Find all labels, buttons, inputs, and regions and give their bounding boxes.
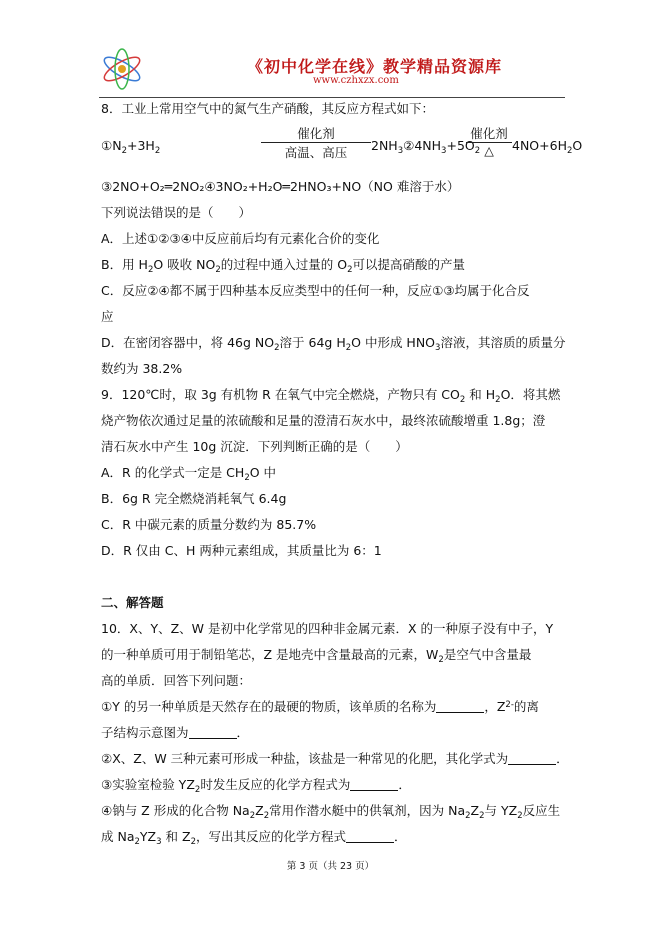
q9-option-a: A．R 的化学式一定是 $CH_2O$ 中 (101, 465, 277, 483)
q8-option-c-cont: 应 (101, 309, 114, 324)
header-divider (99, 97, 565, 98)
answer-blank[interactable] (350, 778, 398, 791)
q8-option-a: A．上述①②③④中反应前后均有元素化合价的变化 (101, 231, 380, 246)
header-url: www.czhxzx.com (313, 75, 399, 86)
q10-part-2: ②X、Z、W 三种元素可形成一种盐，该盐是一种常见的化肥，其化学式为 ． (101, 751, 569, 766)
q8-option-d-cont: 数约为 38.2% (101, 361, 183, 376)
q8-equation-2: ③2NO+O₂═2NO₂④3NO₂+H₂O═2HNO₃+NO（NO 难溶于水） (101, 179, 460, 194)
catalyst-condition-1: 催化剂 高温、高压 (261, 124, 371, 161)
answer-blank[interactable] (508, 752, 556, 765)
q10-part-1-cont: 子结构示意图为 ． (101, 725, 250, 740)
q9-option-c: C．R 中碳元素的质量分数约为 85.7% (101, 517, 317, 532)
q10-part-1: ①Y 的另一种单质是天然存在的最硬的物质，该单质的名称为 ，$Z^{2-}$的离 (101, 699, 539, 714)
q10-part-4-cont: 成 $Na_2YZ_3$ 和 $Z_2$，写出其反应的化学方程式 ． (101, 829, 407, 847)
answer-blank[interactable] (189, 726, 237, 739)
q10-part-3: ③实验室检验 $YZ_2$时发生反应的化学方程式为 ． (101, 777, 411, 795)
q9-option-b: B．6g R 完全燃烧消耗氧气 6.4g (101, 491, 287, 506)
q8-equation-1 (101, 124, 583, 168)
q9-option-d: D．R 仅由 C、H 两种元素组成，其质量比为 6：1 (101, 543, 382, 558)
q10-line-2: 的一种单质可用于制铅笔芯，Z 是地壳中含量最高的元素，$W_2$是空气中含量最 (101, 647, 532, 665)
page-header (99, 46, 565, 98)
q9-line-1: 9．120℃时，取 3g 有机物 R 在氧气中完全燃烧，产物只有 $CO_2$ 和 $H_2O$．将其燃 (101, 387, 561, 405)
page-number: 第 3 页（共 23 页） (286, 861, 375, 872)
q8-option-b: B．用 $H_2O$ 吸收 $NO_2$的过程中通入过量的 $O_2$可以提高硝酸的产量 (101, 257, 466, 275)
eq1-right: $4NO+6H_2O$ (512, 138, 583, 156)
q10-line-3: 高的单质．回答下列问题： (101, 673, 252, 688)
answer-blank[interactable] (346, 830, 394, 843)
q9-line-3: 清石灰水中产生 10g 沉淀．下列判断正确的是（ ） (101, 439, 408, 454)
q10-line-1: 10．X、Y、Z、W 是初中化学常见的四种非金属元素．X 的一种原子没有中子，Y (101, 621, 554, 636)
header-title: 《初中化学在线》教学精品资源库 (247, 57, 503, 76)
section-title: 二、解答题 (101, 595, 164, 610)
q10-part-4: ④钠与 Z 形成的化合物 $Na_2Z_2$常用作潜水艇中的供氧剂，因为 $Na_2Z_2$与 $YZ_2$反应生 (101, 803, 561, 821)
q8-option-c: C．反应②④都不属于四种基本反应类型中的任何一种，反应①③均属于化合反 (101, 283, 530, 298)
atom-logo-icon (99, 46, 145, 92)
q8-stem: 8．工业上常用空气中的氮气生产硝酸，其反应方程式如下： (101, 101, 434, 116)
q8-option-d: D．在密闭容器中，将 46g $NO_2$溶于 64g $H_2O$ 中形成 $HNO_3$溶液，其溶质的质量分 (101, 335, 566, 353)
catalyst-condition-2: 催化剂 △ (466, 124, 512, 158)
answer-blank[interactable] (436, 700, 484, 713)
eq1-left: $①N_2+3H_2$ (101, 138, 161, 156)
q9-line-2: 烧产物依次通过足量的浓硫酸和足量的澄清石灰水中，最终浓硫酸增重 1.8g；澄 (101, 413, 546, 428)
eq1-middle: $2NH_3②4NH_3+5O_2$ (371, 138, 481, 156)
q8-question: 下列说法错误的是（ ） (101, 205, 252, 220)
